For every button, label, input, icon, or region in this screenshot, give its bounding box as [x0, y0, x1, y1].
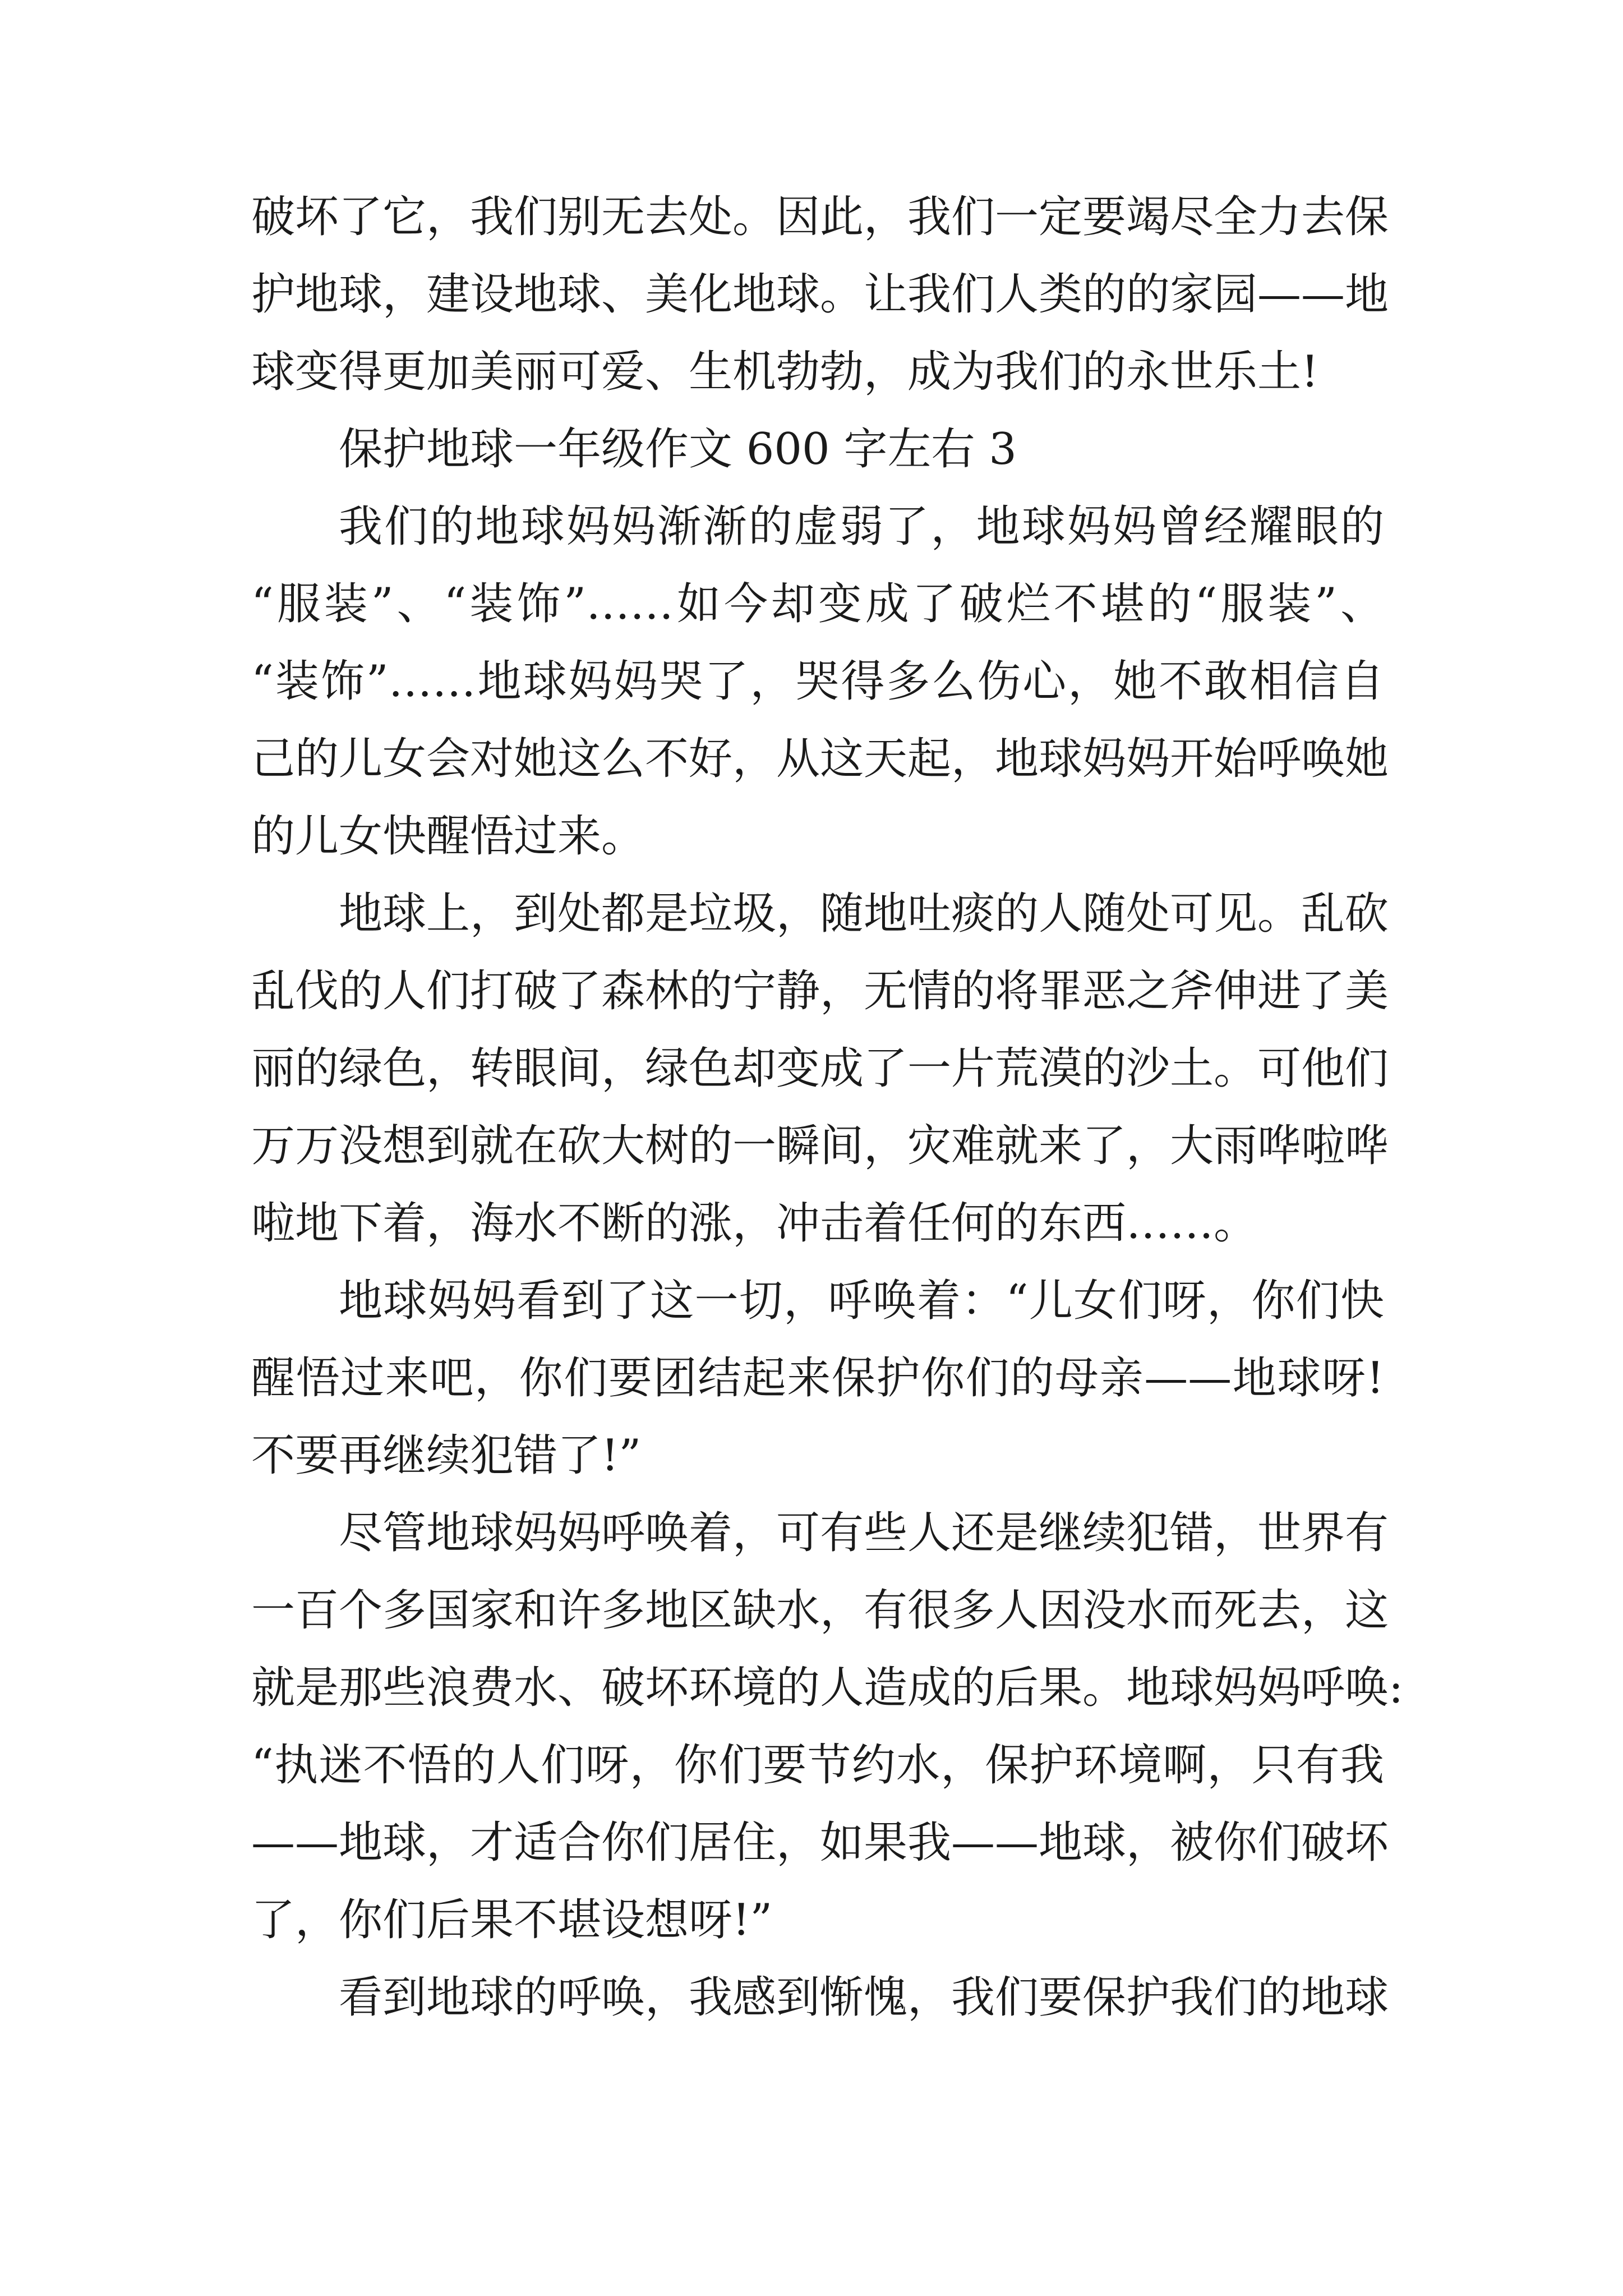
text-line: 我们的地球妈妈渐渐的虚弱了，地球妈妈曾经耀眼的	[339, 501, 1384, 552]
text-line: 破坏了它，我们别无去处。因此，我们一定要竭尽全力去保	[251, 192, 1389, 242]
text-line: 啦地下着，海水不断的涨，冲击着任何的东西……。	[251, 1198, 1258, 1249]
text-line: 看到地球的呼唤，我感到惭愧，我们要保护我们的地球	[339, 1972, 1389, 2023]
text-line: 尽管地球妈妈呼唤着，可有些人还是继续犯错，世界有	[339, 1508, 1389, 1558]
text-line: 地球上，到处都是垃圾，随地吐痰的人随处可见。乱砍	[339, 889, 1389, 939]
text-line: 护地球，建设地球、美化地球。让我们人类的的家园——地	[251, 269, 1389, 320]
text-line: 保护地球一年级作文 600 字左右 3	[339, 424, 1017, 475]
text-line: 己的儿女会对她这么不好，从这天起，地球妈妈开始呼唤她	[251, 734, 1389, 784]
text-line: 就是那些浪费水、破坏环境的人造成的后果。地球妈妈呼唤:	[251, 1663, 1404, 1713]
text-line: 球变得更加美丽可爱、生机勃勃，成为我们的永世乐土!	[251, 347, 1319, 397]
text-line: 地球妈妈看到了这一切，呼唤着：“儿女们呀，你们快	[339, 1276, 1384, 1326]
text-line: 万万没想到就在砍大树的一瞬间，灾难就来了，大雨哗啦哗	[251, 1121, 1389, 1171]
text-line: “装饰”……地球妈妈哭了，哭得多么伤心，她不敢相信自	[251, 656, 1384, 707]
text-line: 醒悟过来吧，你们要团结起来保护你们的母亲——地球呀!	[251, 1353, 1384, 1404]
text-line: 乱伐的人们打破了森林的宁静，无情的将罪恶之斧伸进了美	[251, 966, 1389, 1016]
text-line: 不要再继续犯错了!”	[251, 1430, 642, 1481]
text-line: “执迷不悟的人们呀，你们要节约水，保护环境啊，只有我	[251, 1740, 1384, 1791]
text-line: 丽的绿色，转眼间，绿色却变成了一片荒漠的沙土。可他们	[251, 1043, 1389, 1094]
document-body	[251, 178, 1404, 2036]
text-line: 的儿女快醒悟过来。	[251, 811, 645, 862]
text-line: 一百个多国家和许多地区缺水，有很多人因没水而死去，这	[251, 1585, 1389, 1636]
text-line: ——地球，才适合你们居住，如果我——地球，被你们破坏	[251, 1818, 1389, 1868]
text-line: 了，你们后果不堪设想呀!”	[251, 1895, 773, 1945]
text-line: “服装”、“装饰”……如今却变成了破烂不堪的“服装”、	[251, 579, 1384, 629]
